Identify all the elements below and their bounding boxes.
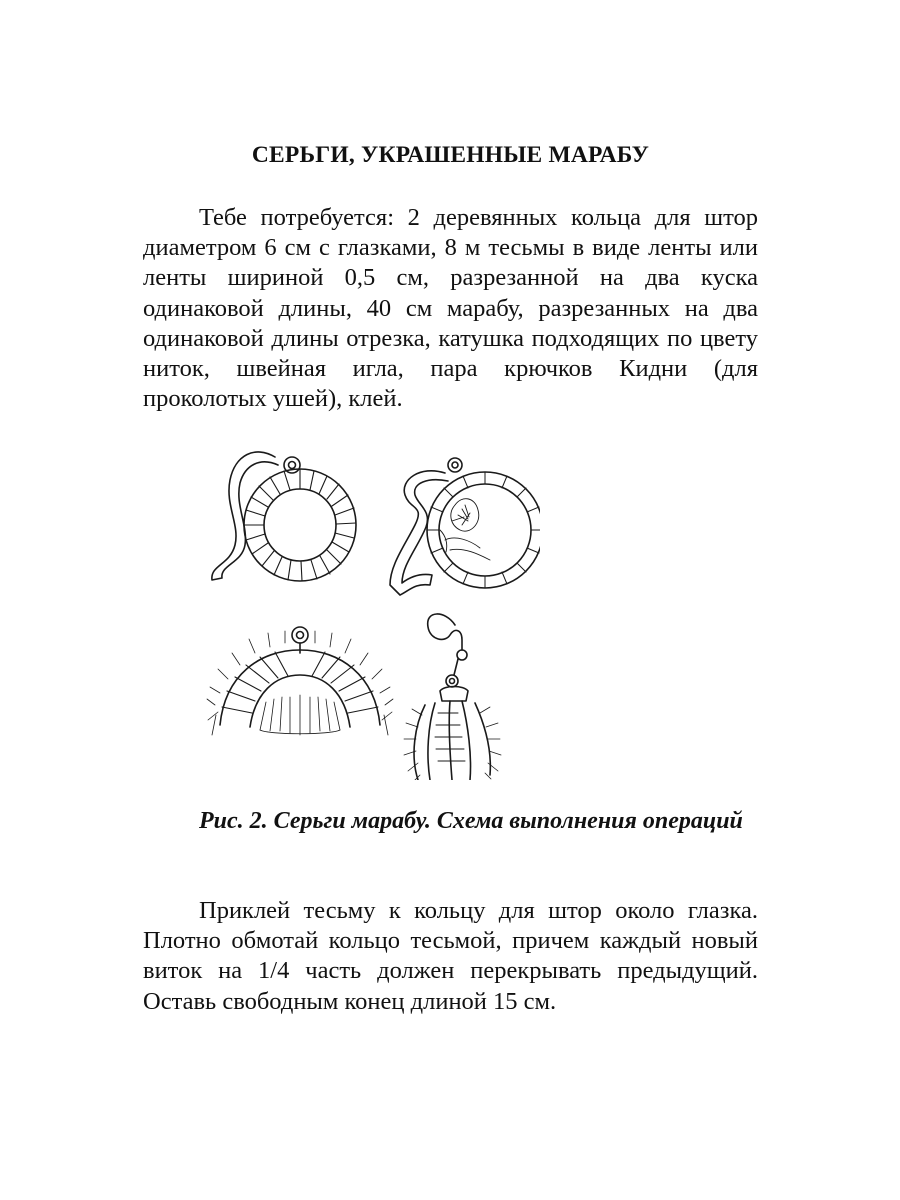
figure-caption: Рис. 2. Серьги марабу. Схема выполнения операций [199,808,743,834]
page-title: СЕРЬГИ, УКРАШЕННЫЕ МАРАБУ [251,142,650,168]
paragraph-instructions: Приклей тесьму к кольцу для штор около глазка. Плотно обмотай кольцо тесьмой, причем каждый новый виток на 1/4 часть должен перекрывать предыдущий. Оставь свободным конец длиной 15 см. [143,897,758,1015]
step4-finished-earring-illustration [404,614,501,780]
paragraph-materials: Тебе потребуется: 2 деревянных кольца для штор диаметром 6 см с глазками, 8 м тесьмы в виде ленты или ленты шириной 0,5 см, разрезанной на два куска одинаковой длины, 40 см марабу, разрезанных на два одинаковой длины отрезка, катушка подходящих по цвету ниток, швейная игла, пара крючков Кидни (для проколотых ушей), клей. [143,204,758,413]
step2-ring-with-marabou-illustration [390,458,540,595]
step3-half-ring-with-feathers-illustration [207,627,393,735]
step1-wrapped-ring-illustration [212,452,356,581]
figure-illustration [200,435,540,780]
